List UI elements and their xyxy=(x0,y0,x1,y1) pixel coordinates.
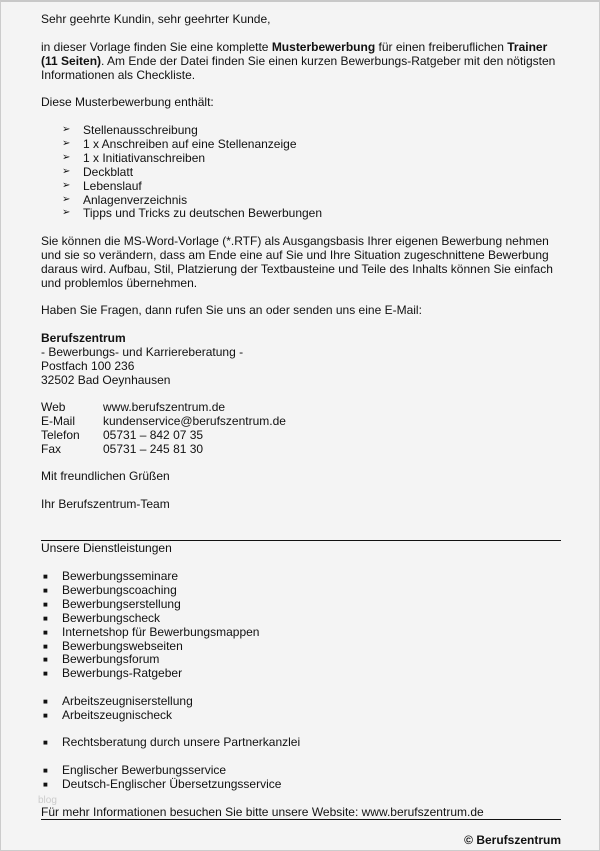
arrow-bullet-icon: ➢ xyxy=(62,137,71,149)
contents-heading: Diese Musterbewerbung enthält: xyxy=(41,95,214,109)
list-item: Deckblatt xyxy=(83,164,134,179)
contact-value: 05731 – 842 07 35 xyxy=(103,428,204,442)
services-heading: Unsere Dienstleistungen xyxy=(41,541,172,555)
square-bullet-icon: ■ xyxy=(43,572,48,581)
square-bullet-icon: ■ xyxy=(43,780,48,789)
address-line: Postfach 100 236 xyxy=(41,359,135,373)
list-item: Deutsch-Englischer Übersetzungsservice xyxy=(62,777,282,791)
contact-value: kundenservice@berufszentrum.de xyxy=(103,414,286,428)
square-bullet-icon: ■ xyxy=(43,600,48,609)
text: in dieser Vorlage finden Sie eine komplette xyxy=(41,40,272,54)
list-item: Bewerbungscheck xyxy=(62,611,161,625)
contact-value: www.berufszentrum.de xyxy=(103,400,226,414)
text: für einen freiberuflichen xyxy=(375,40,508,54)
square-bullet-icon: ■ xyxy=(43,655,48,664)
watermark: blog xyxy=(38,795,57,806)
bold-text: Musterbewerbung xyxy=(271,40,376,54)
list-item: Tipps und Tricks zu deutschen Bewerbungen xyxy=(83,206,323,221)
arrow-bullet-icon: ➢ xyxy=(62,193,71,205)
bold-text: (11 Seiten) xyxy=(41,54,102,68)
company-name: Berufszentrum xyxy=(41,331,126,345)
contact-label: Web xyxy=(41,400,66,414)
list-item: Arbeitszeugnischeck xyxy=(62,708,173,722)
paragraph-line: Sie können die MS-Word-Vorlage (*.RTF) als Ausgangsbasis Ihrer eigenen Bewerbung nehmen xyxy=(41,234,549,248)
list-item: Englischer Bewerbungsservice xyxy=(62,763,227,777)
paragraph-line: und sie so verändern, dass am Ende eine auf Sie und Ihre Situation zugeschnittene Bewerbung xyxy=(41,248,549,262)
square-bullet-icon: ■ xyxy=(43,738,48,747)
square-bullet-icon: ■ xyxy=(43,669,48,678)
questions-text: Haben Sie Fragen, dann rufen Sie uns an oder senden uns eine E-Mail: xyxy=(41,303,422,317)
contact-label: Telefon xyxy=(41,428,80,442)
closing: Mit freundlichen Grüßen xyxy=(41,469,170,483)
divider xyxy=(41,819,561,820)
list-item: Internetshop für Bewerbungsmappen xyxy=(62,625,260,639)
intro-line-1 xyxy=(41,40,547,54)
address-line: 32502 Bad Oeynhausen xyxy=(41,373,171,387)
list-item: 1 x Anschreiben auf eine Stellenanzeige xyxy=(83,136,297,151)
arrow-bullet-icon: ➢ xyxy=(62,207,71,219)
list-item: Bewerbungsseminare xyxy=(62,569,179,583)
list-item: 1 x Initiativanschreiben xyxy=(83,150,206,165)
square-bullet-icon: ■ xyxy=(43,766,48,775)
greeting: Sehr geehrte Kundin, sehr geehrter Kunde, xyxy=(41,12,271,26)
square-bullet-icon: ■ xyxy=(43,642,48,651)
contact-label: Fax xyxy=(41,442,62,456)
contact-label: E-Mail xyxy=(41,414,76,428)
list-item: Lebenslauf xyxy=(83,178,142,193)
list-item: Stellenausschreibung xyxy=(83,123,198,137)
square-bullet-icon: ■ xyxy=(43,711,48,720)
square-bullet-icon: ■ xyxy=(43,697,48,706)
signature: Ihr Berufszentrum-Team xyxy=(41,497,170,511)
square-bullet-icon: ■ xyxy=(43,586,48,595)
address-line: - Bewerbungs- und Karriereberatung - xyxy=(41,345,244,359)
intro-line-3: Informationen als Checkliste. xyxy=(41,68,196,82)
arrow-bullet-icon: ➢ xyxy=(62,179,71,191)
arrow-bullet-icon: ➢ xyxy=(62,165,71,177)
arrow-bullet-icon: ➢ xyxy=(62,124,71,135)
list-item: Bewerbungsforum xyxy=(62,652,160,666)
list-item: Rechtsberatung durch unsere Partnerkanzlei xyxy=(62,735,301,749)
text: . Am Ende der Datei finden Sie einen kurzen Bewerbungs-Ratgeber mit den nötigsten xyxy=(101,54,556,68)
list-item: Bewerbungs-Ratgeber xyxy=(62,666,183,680)
contact-value: 05731 – 245 81 30 xyxy=(103,442,204,456)
intro-line-2 xyxy=(41,54,555,68)
list-item: Arbeitszeugniserstellung xyxy=(62,694,193,708)
square-bullet-icon: ■ xyxy=(43,614,48,623)
paragraph-line: und problemlos übernehmen. xyxy=(41,276,198,290)
bold-text: Trainer xyxy=(507,40,548,54)
footer-info: Für mehr Informationen besuchen Sie bitte unsere Website: www.berufszentrum.de xyxy=(41,805,484,819)
list-item: Anlagenverzeichnis xyxy=(83,192,188,207)
list-item: Bewerbungswebseiten xyxy=(62,639,183,653)
arrow-bullet-icon: ➢ xyxy=(62,151,71,163)
paragraph-line: daraus wird. Aufbau, Stil, Platzierung der Textbausteine und Teile des Inhalts können Sie einfach xyxy=(41,262,553,276)
square-bullet-icon: ■ xyxy=(43,628,48,637)
copyright: © Berufszentrum xyxy=(464,833,561,847)
list-item: Bewerbungserstellung xyxy=(62,597,181,611)
list-item: Bewerbungscoaching xyxy=(62,583,177,597)
